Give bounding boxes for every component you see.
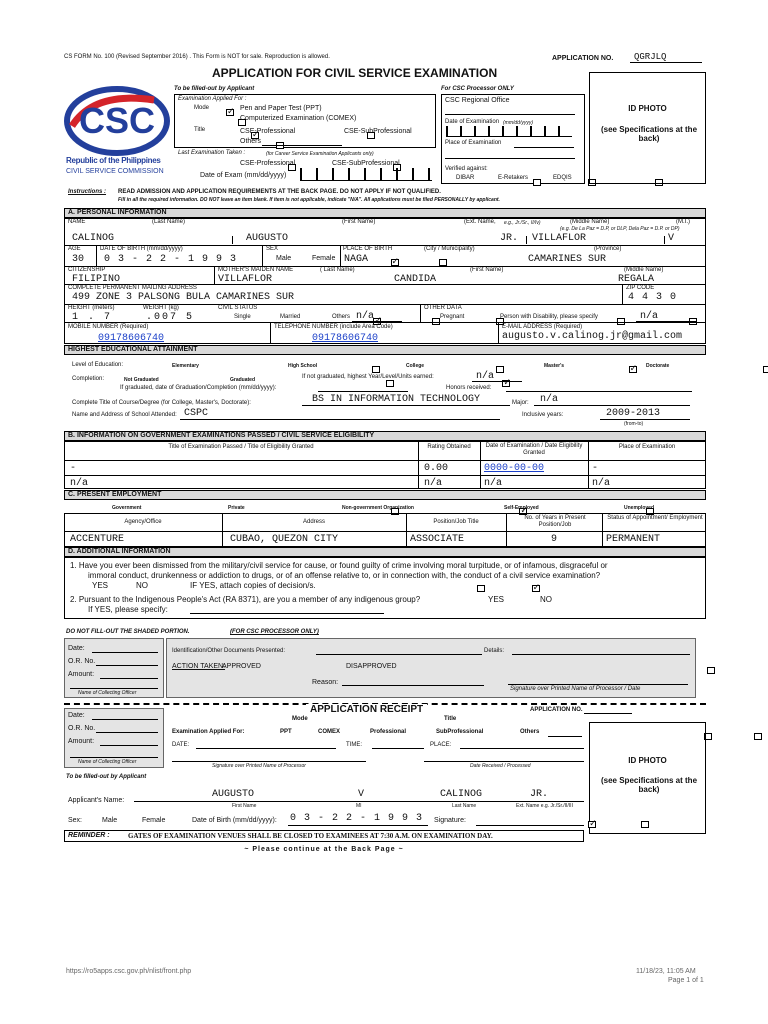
middle-name-value[interactable]: VILLAFLOR	[532, 233, 587, 244]
birth-province-value[interactable]: CAMARINES SUR	[528, 254, 607, 265]
receipt-last-name: CALINOG	[440, 789, 483, 800]
exam-row-1-place: -	[592, 463, 599, 474]
exam-row-2-date: n/a	[484, 478, 503, 489]
zip-value[interactable]: 4 4 3 0	[628, 292, 678, 303]
email-value[interactable]: augusto.v.calinog.jr@gmail.com	[502, 331, 683, 342]
receipt-title: APPLICATION RECEIPT	[306, 704, 427, 715]
filled-by-applicant: To be filled-out by Applicant	[174, 86, 255, 92]
application-no-label: APPLICATION NO.	[552, 55, 614, 62]
first-name-value[interactable]: AUGUSTO	[246, 233, 289, 244]
birth-city-value[interactable]: NAGA	[344, 254, 369, 265]
exam-row-2-place: n/a	[592, 478, 611, 489]
csc-logo-icon	[64, 86, 170, 156]
mode-ppt-checkbox[interactable]	[226, 109, 234, 116]
section-additional: D. ADDITIONAL INFORMATION	[64, 547, 706, 557]
application-no: QGRJLQ	[634, 52, 667, 62]
mother-middle-value[interactable]: REGALA	[618, 274, 655, 285]
mother-last-value[interactable]: VILLAFLOR	[218, 274, 273, 285]
telephone-value[interactable]: 09178606740	[312, 333, 379, 344]
exam-row-1-rating: 0.00	[424, 463, 449, 474]
continue-note: ~ Please continue at the Back Page ~	[244, 846, 404, 853]
q1-yes-checkbox[interactable]	[477, 585, 485, 592]
logo-text: CSC	[78, 100, 156, 141]
form-number: CS FORM No. 100 (Revised September 2016) . This Form is NOT for sale. Reproduction is allowed.	[64, 54, 330, 60]
form-title: APPLICATION FOR CIVIL SERVICE EXAMINATION	[212, 66, 498, 80]
emp-years-value[interactable]: 9	[550, 534, 557, 545]
exam-row-2-title: n/a	[70, 478, 89, 489]
dob-value[interactable]: 0 3 - 2 2 - 1 9 9 3	[104, 254, 238, 265]
section-employment: C. PRESENT EMPLOYMENT	[64, 490, 706, 500]
emp-agency-value[interactable]: ACCENTURE	[70, 534, 125, 545]
receipt-mi: V	[358, 789, 365, 800]
mother-first-value[interactable]: CANDIDA	[394, 274, 437, 285]
weight-value[interactable]: .007 5	[146, 312, 195, 323]
footer-page: Page 1 of 1	[668, 977, 704, 984]
receipt-male-checkbox[interactable]	[588, 821, 596, 828]
level-college-checkbox[interactable]	[629, 366, 637, 373]
csc-logo	[64, 86, 170, 178]
citizenship-value[interactable]: FILIPINO	[72, 274, 121, 285]
address-value[interactable]: 499 ZONE 3 PALSONG BULA CAMARINES SUR	[72, 292, 295, 303]
section-personal: A. PERSONAL INFORMATION	[64, 208, 706, 218]
exam-row-1-title: -	[70, 463, 77, 474]
level-elementary-checkbox[interactable]	[372, 366, 380, 373]
major-value[interactable]: n/a	[540, 394, 559, 405]
level-highschool-checkbox[interactable]	[496, 366, 504, 373]
exam-row-2-rating: n/a	[424, 478, 443, 489]
receipt-female-checkbox[interactable]	[641, 821, 649, 828]
receipt-comex-checkbox[interactable]	[754, 733, 762, 740]
for-csc-processor: For CSC Processor ONLY	[441, 86, 514, 92]
q1-no-checkbox[interactable]	[532, 585, 540, 592]
mi-value[interactable]: V	[668, 233, 675, 244]
section-gov-exams: B. INFORMATION ON GOVERNMENT EXAMINATIONS PASSED / CIVIL SERVICE ELIGIBILITY	[64, 431, 706, 441]
emp-position-value[interactable]: ASSOCIATE	[410, 534, 465, 545]
last-name-value[interactable]: CALINOG	[72, 233, 115, 244]
mobile-value[interactable]: 09178606740	[98, 333, 165, 344]
not-graduated-checkbox[interactable]	[386, 380, 394, 387]
footer-url: https://ro5apps.csc.gov.ph/nlist/front.php	[66, 968, 192, 975]
school-value[interactable]: CSPC	[184, 408, 209, 419]
section-education: HIGHEST EDUCATIONAL ATTAINMENT	[64, 345, 706, 355]
exam-row-1-date: 0000-00-00	[484, 463, 545, 474]
last-exam-date-field[interactable]	[300, 168, 432, 181]
emp-status-value[interactable]: PERMANENT	[606, 534, 661, 545]
ext-name-value[interactable]: JR.	[500, 233, 519, 244]
receipt-first-name: AUGUSTO	[212, 789, 255, 800]
footer-date: 11/18/23, 11:05 AM	[636, 968, 696, 975]
height-value[interactable]: 1 . 7	[72, 312, 113, 323]
inclusive-value[interactable]: 2009-2013	[606, 408, 661, 419]
processor-date-field	[446, 126, 572, 137]
level-masters-checkbox[interactable]	[763, 366, 768, 373]
logo-line1: Republic of the Philippines	[66, 156, 161, 165]
emp-address-value[interactable]: CUBAO, QUEZON CITY	[230, 534, 339, 545]
age-value[interactable]: 30	[72, 254, 85, 265]
course-value[interactable]: BS IN INFORMATION TECHNOLOGY	[312, 394, 481, 405]
receipt-ext-name: JR.	[530, 789, 549, 800]
receipt-dob: 0 3 - 2 2 - 1 9 9 3	[290, 813, 424, 824]
logo-line2: CIVIL SERVICE COMMISSION	[66, 168, 164, 175]
